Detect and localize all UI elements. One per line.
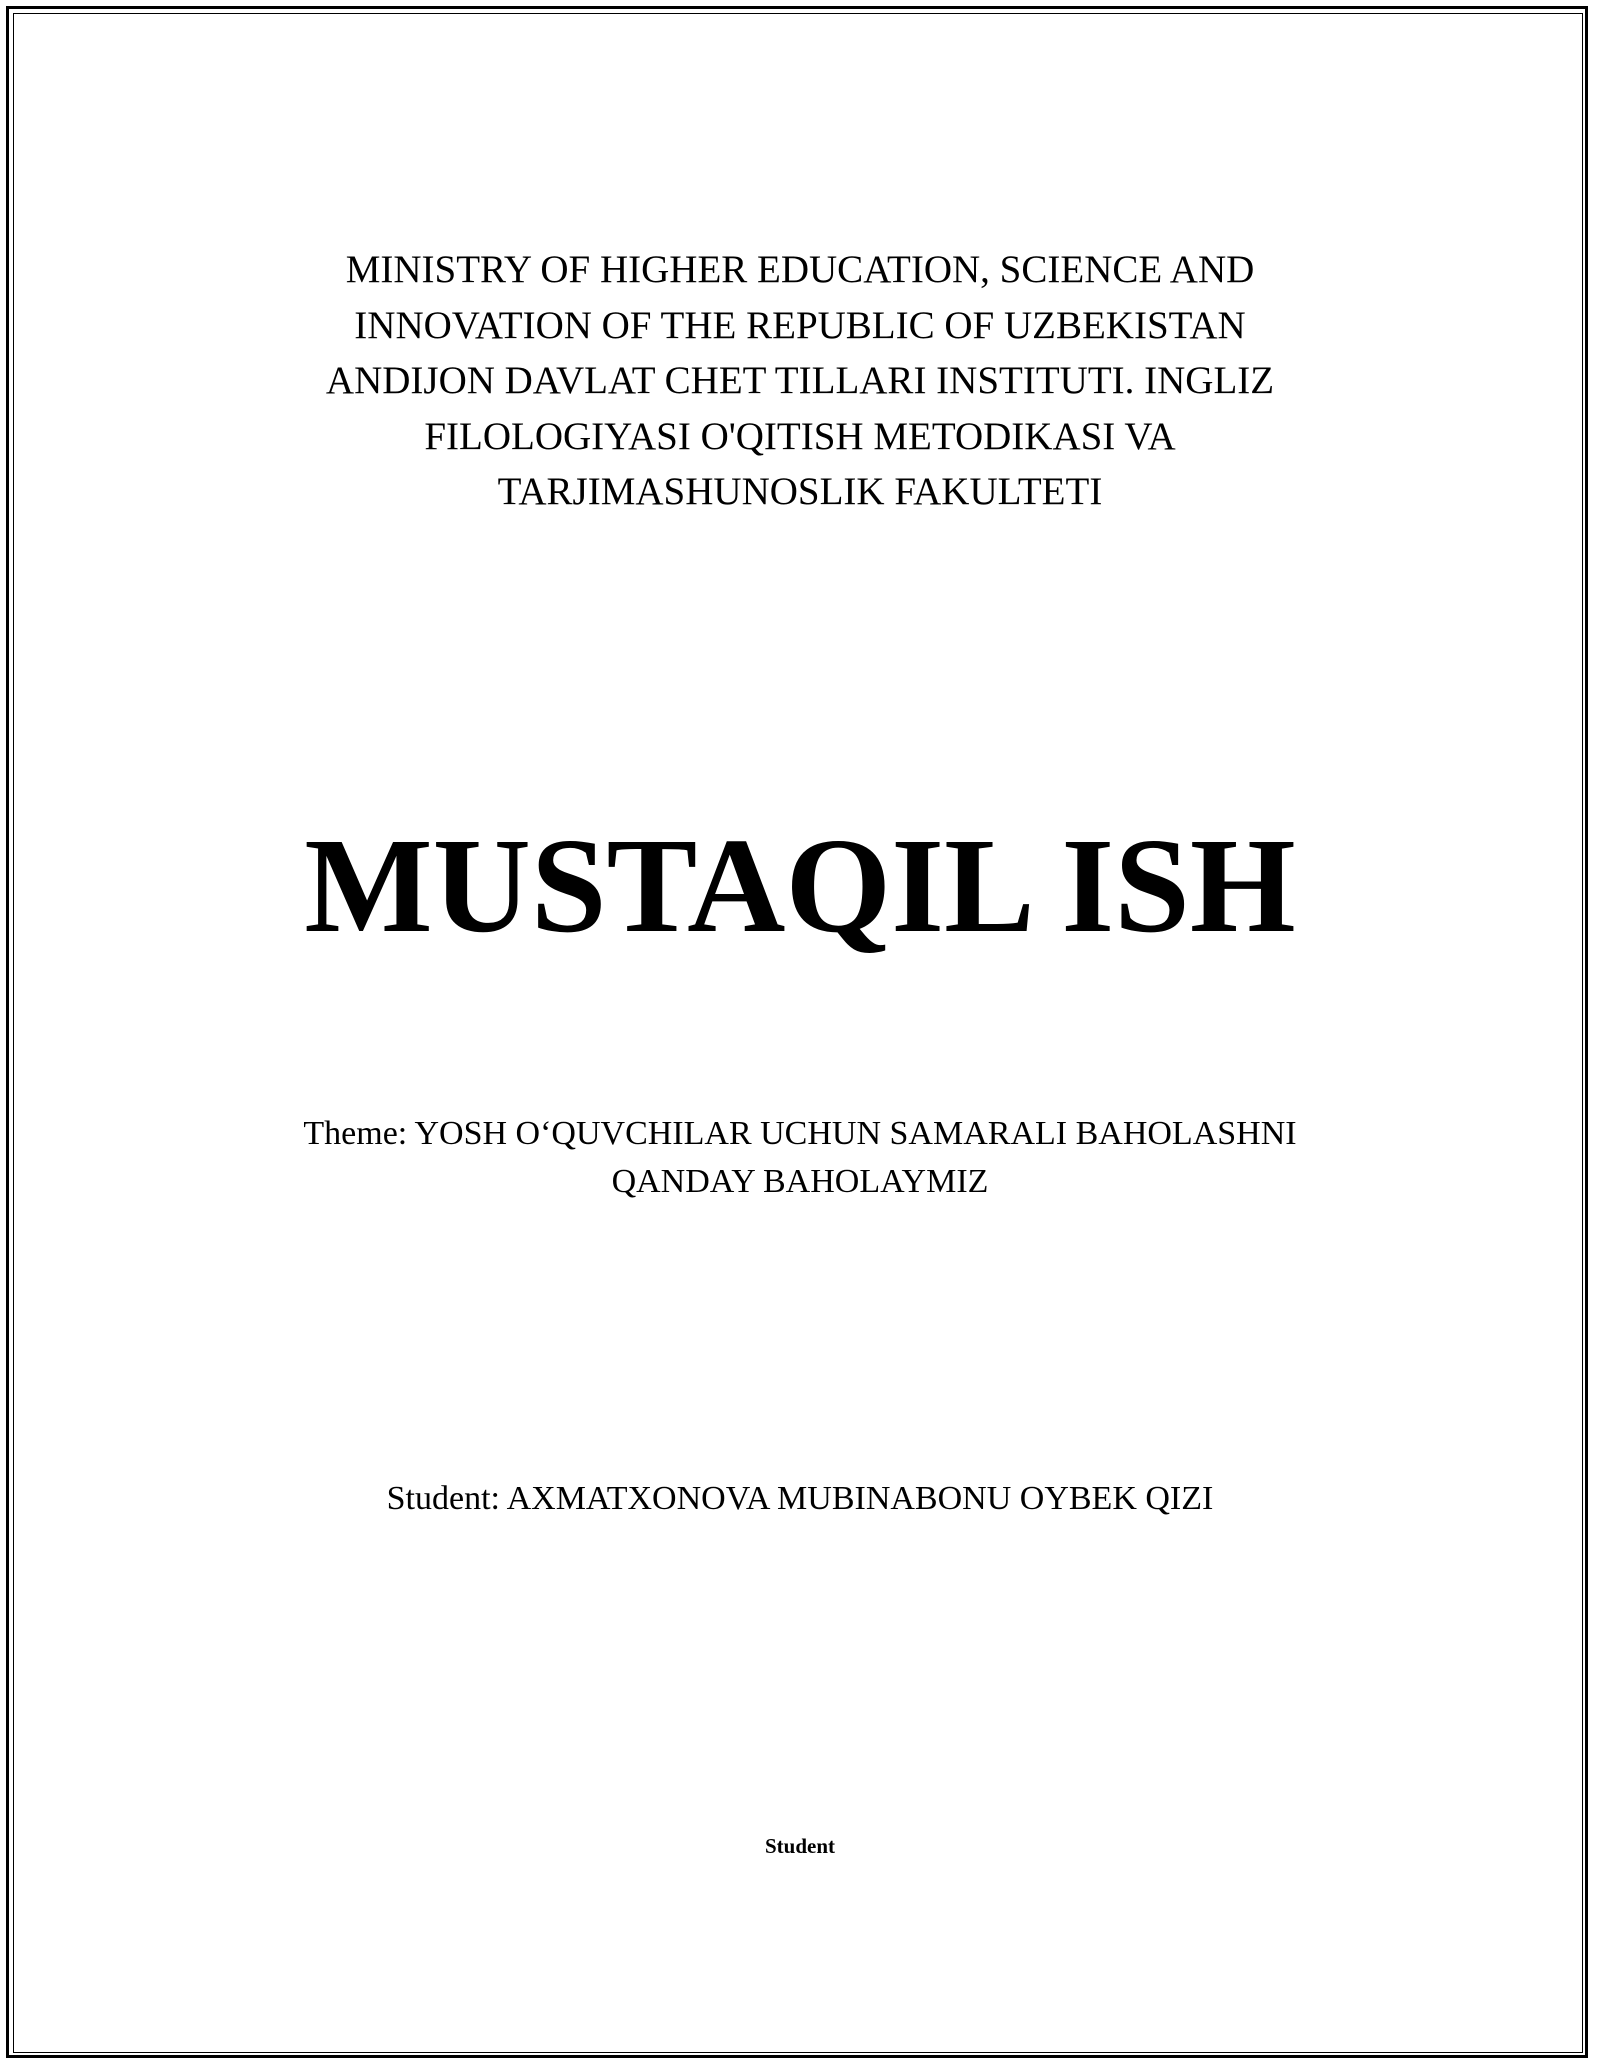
header-line: TARJIMASHUNOSLIK FAKULTETI (497, 470, 1103, 513)
header-line: FILOLOGIYASI O'QITISH METODIKASI VA (424, 414, 1176, 458)
student-name: Student: AXMATXONOVA MUBINABONU OYBEK QIZI (386, 1480, 1214, 1517)
theme-block (0, 1110, 1600, 1206)
institution-header (0, 242, 1600, 520)
theme-line: Theme: YOSH O‘QUVCHILAR UCHUN SAMARALI BAHOLASHNI (303, 1115, 1297, 1152)
header-line: MINISTRY OF HIGHER EDUCATION, SCIENCE AND (345, 248, 1255, 291)
header-line: ANDIJON DAVLAT CHET TILLARI INSTITUTI. INGLIZ (325, 359, 1275, 402)
document-title: MUSTAQIL ISH (304, 811, 1296, 961)
footer-label: Student (764, 1834, 836, 1858)
theme-line: QANDAY BAHOLAYMIZ (611, 1163, 989, 1200)
header-line: INNOVATION OF THE REPUBLIC OF UZBEKISTAN (354, 303, 1246, 347)
